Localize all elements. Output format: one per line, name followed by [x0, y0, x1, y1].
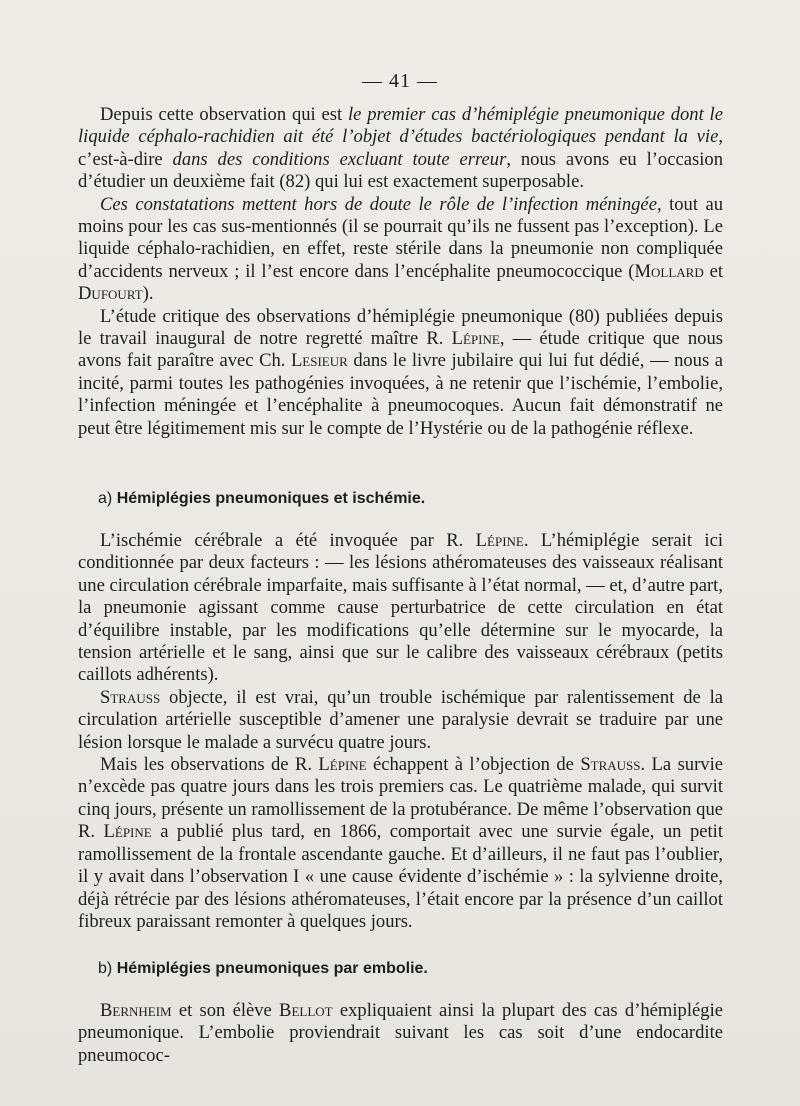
text-run: , tout au moins pour les cas sus-mentionnés (il se pourrait qu’ils ne fussent pas l’exception). Le liquide céphalo-rachidien, en effet, reste stérile dans la pneumonie non compliquée d’accidents nerveux ; il l’est encore dans l’encéphalite pneumococcique (: [78, 193, 724, 282]
author-name: Lépine: [475, 530, 524, 551]
section-b-heading: [98, 960, 428, 978]
text-run: a publié plus tard, en 1866, comportait avec une survie égale, un petit ramollissement de la frontale ascendante gauche. Et d’ailleurs, il ne faut pas l’oublier, il y avait dans l’observation I « une cause évidente d’ischémie » : la sylvienne droite, déjà rétrécie par des lésions athéromateuses, l’était encore par la présence d’un caillot fibreux paraissant remonter à quelques jours.: [78, 821, 723, 932]
section-a-heading: [98, 490, 425, 508]
text-run: objecte, il est vrai, qu’un trouble ischémique par ralentissement de la circulation artérielle susceptible d’amener une paralysie devrait se traduire par une lésion lorsque le malade a survécu quatre jours.: [78, 686, 723, 753]
section-letter: b): [98, 960, 113, 977]
page-number: — 41 —: [362, 70, 438, 92]
italic-text: Ces constatations mettent hors de doute le rôle de l’infection méningée: [100, 193, 657, 215]
author-name: Mollard: [634, 260, 704, 282]
section-letter: a): [98, 490, 113, 507]
italic-text: dans des conditions excluant toute erreur: [172, 148, 507, 170]
text-run: , nous avons eu l’occasion d’étudier un deuxième fait (82) qui lui est exactement superposable.: [78, 148, 723, 193]
author-name: Strauss: [100, 686, 161, 708]
paragraph: [78, 194, 723, 306]
paragraph: [78, 306, 723, 440]
paragraph: [78, 1000, 723, 1067]
author-name: Lépine: [318, 754, 367, 776]
text-run: dans le livre jubilaire qui lui fut dédié, — nous a incité, parmi toutes les pathogénies invoquées, à ne retenir que l’ischémie, l’embolie, l’infection méningée et l’encéphalite à pneumocoques. Aucun fait démonstratif ne peut être légitimement mis sur le compte de l’Hystérie ou de la pathogénie réflexe.: [78, 350, 723, 439]
author-name: Bellot: [279, 1000, 333, 1021]
text-run: L’ischémie cérébrale a été invoquée par R.: [100, 530, 476, 551]
author-name: Lépine: [451, 328, 500, 350]
author-name: Bernheim: [100, 1000, 172, 1021]
author-name: Lépine: [103, 821, 152, 843]
text-run: échappent à l’objection de: [366, 754, 581, 776]
paragraph: [78, 687, 723, 754]
author-name: Lesieur: [290, 350, 348, 372]
text-run: . La survie n’excède pas quatre jours dans les trois premiers cas. Le quatrième malade, qui survit cinq jours, présente un ramollissement de la protubérance. De même l’observation que R.: [78, 754, 724, 843]
text-run: Depuis cette observation qui est: [100, 104, 348, 125]
section-title: Hémiplégies pneumoniques et ischémie.: [116, 490, 426, 507]
section-a-text: [78, 530, 723, 933]
text-run: et son élève: [171, 1000, 280, 1021]
text-run: ).: [142, 283, 154, 305]
section-title: Hémiplégies pneumoniques par embolie.: [116, 960, 428, 977]
author-name: Dufourt: [78, 283, 143, 305]
text-run: Mais les observations de R.: [100, 754, 319, 776]
text-run: expliquaient ainsi la plupart des cas d’hémiplégie pneumonique. L’embolie proviendrait suivant les cas soit d’une endocardite pneumococ-: [78, 1000, 723, 1066]
paragraph: [78, 530, 723, 687]
italic-text: le premier cas d’hémiplégie pneumonique dont le liquide céphalo-rachidien ait été l’objet d’études bactériologiques pendant la vie: [78, 104, 723, 148]
text-run: , — étude critique que nous avons fait paraître avec Ch.: [78, 328, 723, 372]
author-name: Strauss: [580, 754, 641, 776]
text-run: . L’hémiplégie serait ici conditionnée par deux facteurs : — les lésions athéromateuses des vaisseaux réalisant une circulation cérébrale imparfaite, mais suffisante à l’état normal, — et, d’autre part, la pneumonie agissant comme cause perturbatrice de cette circulation en état d’équilibre instable, par les modifications qu’elle détermine sur le myocarde, la tension artérielle et le sang, ainsi que sur le calibre des vaisseaux cérébraux (petits caillots adhérents).: [78, 530, 723, 686]
text-run: L’étude critique des observations d’hémiplégie pneumonique (80) publiées depuis le travail inaugural de notre regretté maître R.: [78, 305, 723, 350]
paragraph: [78, 754, 723, 933]
section-b-text: [78, 1000, 723, 1067]
text-run: , c’est-à-dire: [78, 126, 723, 170]
text-run: et: [703, 260, 723, 282]
intro-text: [78, 104, 723, 440]
paragraph: [78, 104, 723, 194]
